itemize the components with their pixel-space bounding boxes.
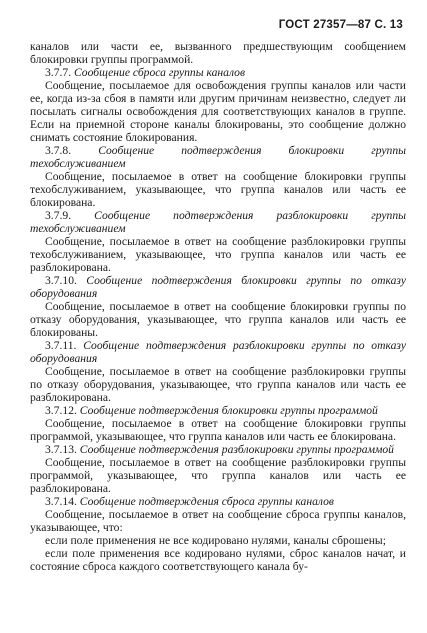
section-number: 3.7.14. [45, 495, 77, 508]
section-title: Сообщение подтверждения блокировки группы программой [79, 404, 378, 417]
section-body: Сообщение, посылаемое в ответ на сообщение блокировки группы техобслуживанием, указывающее, что группа каналов или часть ее блокирована. [30, 170, 406, 209]
section-heading [30, 495, 406, 508]
section-heading [30, 443, 406, 456]
section-heading [30, 66, 406, 79]
section-number: 3.7.13. [45, 443, 77, 456]
section-title: Сообщение подтверждения разблокировки группы по отказу оборудования [30, 339, 406, 365]
section-heading [30, 144, 406, 170]
section-heading [30, 339, 406, 365]
section-number: 3.7.12. [45, 404, 77, 417]
section-body: Сообщение, посылаемое в ответ на сообщение разблокировки группы по отказу оборудования, указывающее, что группа каналов или часть ее разблокирована. [30, 365, 406, 404]
section-heading [30, 404, 406, 417]
section-title: Сообщение подтверждения блокировки группы по отказу оборудования [30, 274, 406, 300]
intro-paragraph: каналов или части ее, вызванного предшествующим сообщением блокировки группы программой. [30, 40, 406, 66]
section-number: 3.7.11. [45, 339, 77, 352]
running-head: ГОСТ 27357—87 С. 13 [278, 19, 403, 31]
section-heading [30, 209, 406, 235]
section-body: Сообщение, посылаемое в ответ на сообщение разблокировки группы программой, указывающее, что группа каналов или часть ее разблокирована. [30, 456, 406, 495]
section-number: 3.7.8. [45, 144, 72, 157]
section-title: Сообщение сброса группы каналов [74, 66, 245, 79]
section-body: Сообщение, посылаемое в ответ на сообщение блокировки группы программой, указывающее, что группа каналов или часть ее блокирована. [30, 417, 406, 443]
section-body: Сообщение, посылаемое в ответ на сообщение разблокировки группы техобслуживанием, указывающее, что группа каналов или часть ее разблокирована. [30, 235, 406, 274]
section-title: Сообщение подтверждения разблокировки группы программой [79, 443, 394, 456]
section-number: 3.7.10. [45, 274, 77, 287]
section-title: Сообщение подтверждения сброса группы каналов [79, 495, 334, 508]
document-body [30, 40, 406, 573]
section-title: Сообщение подтверждения разблокировки группы техобслуживанием [30, 209, 406, 235]
section-body: Сообщение, посылаемое для освобождения группы каналов или части ее, когда из-за сбоя в памяти или другим причинам неизвестно, следует ли посылать сигналы освобождения для соответствующих каналов в группе. Если на приемной стороне каналы блокированы, это сообщение должно снимать состояние блокирования. [30, 79, 406, 144]
section-title: Сообщение подтверждения блокировки группы техобслуживанием [30, 144, 406, 170]
section-number: 3.7.7. [45, 66, 72, 79]
section-number: 3.7.9. [45, 209, 72, 222]
list-item: если поле применения не все кодировано нулями, каналы сброшены; [45, 534, 386, 547]
list-item: если поле применения все кодировано нулями, сброс каналов начат, и состояние сброса каждого соответствующего канала бу- [30, 547, 406, 573]
section-heading [30, 274, 406, 300]
section-body: Сообщение, посылаемое в ответ на сообщение блокировки группы по отказу оборудования, указывающее, что группа каналов или часть ее блокированы. [30, 300, 406, 339]
section-body: Сообщение, посылаемое в ответ на сообщение сброса группы каналов, указывающее, что: [30, 508, 406, 534]
